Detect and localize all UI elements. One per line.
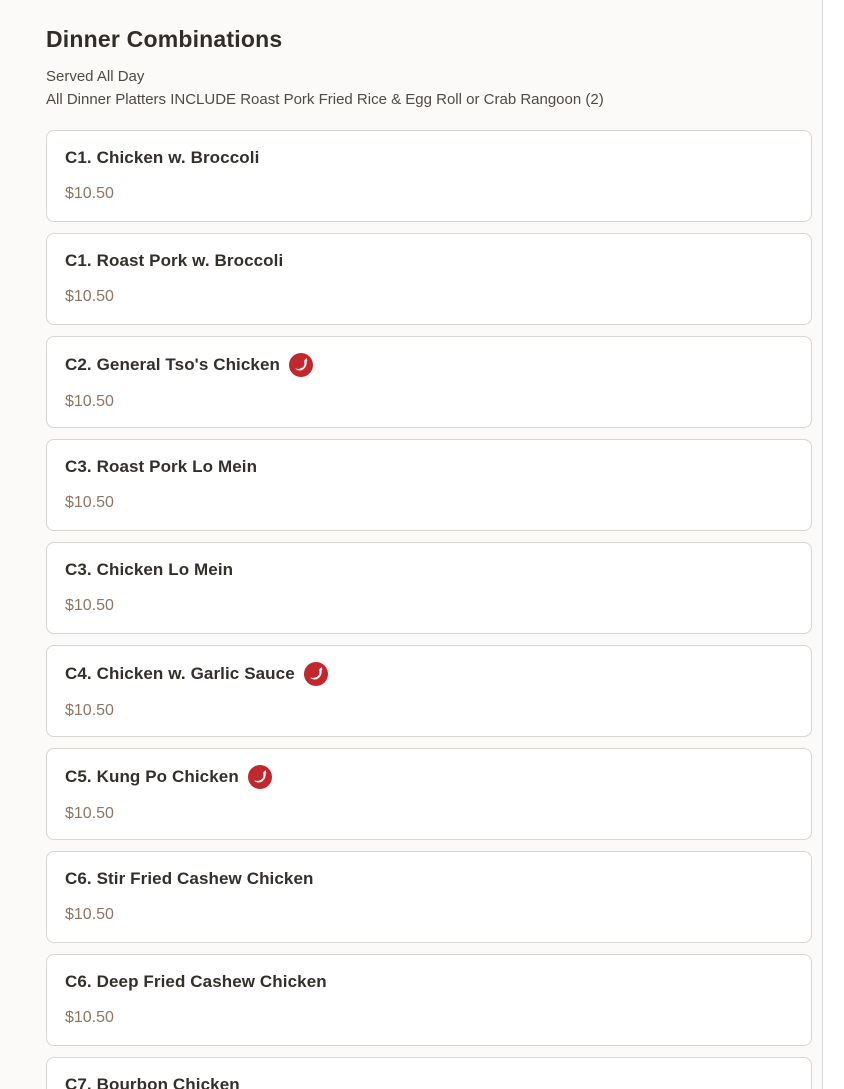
menu-item-title: C1. Chicken w. Broccoli <box>65 148 260 167</box>
menu-item-title: C5. Kung Po Chicken <box>65 767 239 786</box>
menu-item-title-row <box>65 662 793 686</box>
menu-item-title: C1. Roast Pork w. Broccoli <box>65 251 284 270</box>
menu-item-title-row <box>65 868 793 890</box>
menu-item-title: C6. Stir Fried Cashew Chicken <box>65 869 314 888</box>
menu-item-title-row <box>65 971 793 993</box>
menu-item-price: $10.50 <box>65 494 114 511</box>
menu-item-card[interactable] <box>46 130 812 222</box>
section-subtitle: Served All Day <box>46 68 145 85</box>
menu-item-price: $10.50 <box>65 393 114 410</box>
menu-item-title-row <box>65 353 793 377</box>
menu-item-title: C3. Chicken Lo Mein <box>65 560 234 579</box>
menu-item-title-row <box>65 559 793 581</box>
menu-item-price: $10.50 <box>65 805 114 822</box>
chili-pepper-spicy-icon <box>289 353 313 377</box>
menu-item-card[interactable] <box>46 645 812 737</box>
menu-item-title: C7. Bourbon Chicken <box>65 1075 240 1089</box>
menu-item-title: C3. Roast Pork Lo Mein <box>65 457 258 476</box>
menu-item-card[interactable] <box>46 542 812 634</box>
menu-item-card[interactable] <box>46 851 812 943</box>
section-title: Dinner Combinations <box>46 26 283 52</box>
menu-item-price: $10.50 <box>65 906 114 923</box>
menu-item-card[interactable] <box>46 336 812 428</box>
menu-item-price: $10.50 <box>65 1009 114 1026</box>
menu-item-title-row <box>65 250 793 272</box>
chili-pepper-spicy-icon <box>304 662 328 686</box>
section-note: All Dinner Platters INCLUDE Roast Pork Fried Rice & Egg Roll or Crab Rangoon (2) <box>46 91 604 108</box>
menu-item-title: C6. Deep Fried Cashew Chicken <box>65 972 327 991</box>
menu-item-title-row <box>65 456 793 478</box>
menu-item-price: $10.50 <box>65 185 114 202</box>
menu-item-card[interactable] <box>46 1057 812 1089</box>
menu-item-title-row <box>65 1074 793 1089</box>
menu-item-card[interactable] <box>46 748 812 840</box>
menu-item-card[interactable] <box>46 439 812 531</box>
menu-item-title: C2. General Tso's Chicken <box>65 355 281 374</box>
menu-item-price: $10.50 <box>65 702 114 719</box>
menu-item-card[interactable] <box>46 954 812 1046</box>
menu-item-price: $10.50 <box>65 597 114 614</box>
menu-item-card[interactable] <box>46 233 812 325</box>
menu-item-price: $10.50 <box>65 288 114 305</box>
menu-item-title-row <box>65 147 793 169</box>
menu-item-list <box>46 130 811 1089</box>
menu-item-title-row <box>65 765 793 789</box>
menu-item-title: C4. Chicken w. Garlic Sauce <box>65 664 295 683</box>
chili-pepper-spicy-icon <box>248 765 272 789</box>
